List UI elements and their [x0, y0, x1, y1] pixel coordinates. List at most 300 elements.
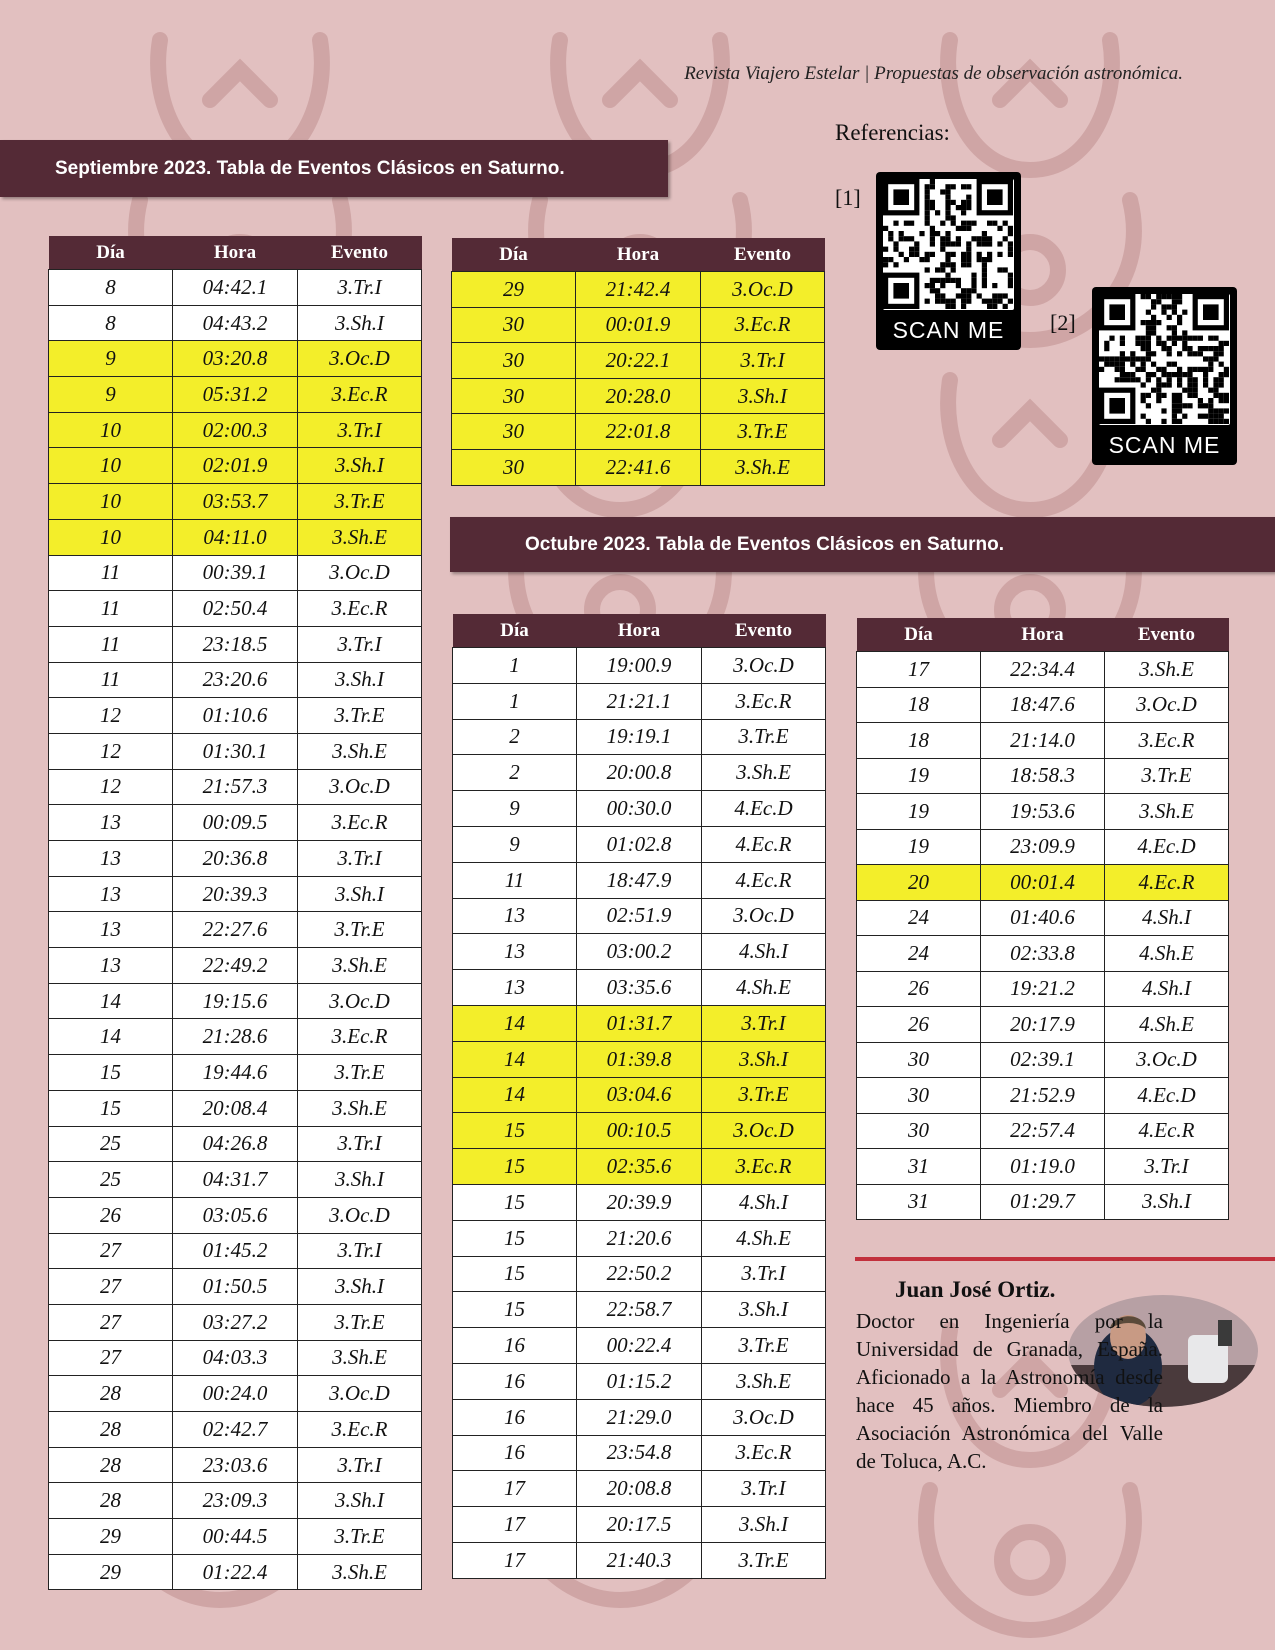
event-cell: 3.Ec.R	[298, 805, 422, 841]
table-row	[452, 307, 825, 343]
day-cell: 18	[857, 723, 981, 759]
time-cell: 04:03.3	[173, 1340, 298, 1376]
day-cell: 17	[453, 1507, 577, 1543]
table-row	[453, 719, 826, 755]
table-row	[49, 1447, 422, 1483]
day-cell: 15	[453, 1292, 577, 1328]
day-cell: 17	[857, 652, 981, 688]
event-cell: 3.Sh.I	[702, 1292, 826, 1328]
time-cell: 03:05.6	[173, 1197, 298, 1233]
event-cell: 3.Oc.D	[298, 983, 422, 1019]
day-cell: 15	[453, 1184, 577, 1220]
event-cell: 3.Sh.I	[702, 1507, 826, 1543]
references-label: Referencias:	[835, 120, 950, 145]
day-cell: 9	[453, 791, 577, 827]
table-row	[857, 723, 1229, 759]
day-cell: 30	[452, 378, 576, 414]
event-cell: 3.Oc.D	[702, 648, 826, 684]
event-cell: 3.Tr.I	[298, 1126, 422, 1162]
table-row	[452, 272, 825, 308]
day-cell: 11	[49, 591, 173, 627]
day-cell: 27	[49, 1233, 173, 1269]
event-cell: 3.Tr.I	[702, 1256, 826, 1292]
october-table-1	[452, 614, 826, 1579]
event-cell: 3.Tr.E	[298, 912, 422, 948]
day-cell: 30	[452, 414, 576, 450]
event-cell: 4.Ec.R	[1105, 1113, 1229, 1149]
time-cell: 00:39.1	[173, 555, 298, 591]
event-cell: 3.Tr.E	[702, 1077, 826, 1113]
event-cell: 3.Oc.D	[298, 555, 422, 591]
day-cell: 2	[453, 755, 577, 791]
day-cell: 11	[49, 662, 173, 698]
day-cell: 16	[453, 1435, 577, 1471]
time-cell: 20:17.9	[981, 1007, 1105, 1043]
time-cell: 02:39.1	[981, 1042, 1105, 1078]
time-cell: 21:21.1	[577, 683, 702, 719]
day-cell: 28	[49, 1447, 173, 1483]
time-cell: 20:28.0	[576, 378, 701, 414]
table-row	[857, 687, 1229, 723]
event-cell: 4.Ec.D	[1105, 1078, 1229, 1114]
event-cell: 3.Tr.E	[702, 719, 826, 755]
event-cell: 3.Ec.R	[1105, 723, 1229, 759]
time-cell: 19:19.1	[577, 719, 702, 755]
day-cell: 25	[49, 1162, 173, 1198]
table-row	[49, 1269, 422, 1305]
table-row	[453, 1435, 826, 1471]
event-cell: 3.Tr.I	[298, 270, 422, 306]
table-row	[857, 1007, 1229, 1043]
table-row	[49, 519, 422, 555]
day-cell: 9	[49, 341, 173, 377]
time-cell: 02:00.3	[173, 412, 298, 448]
day-cell: 10	[49, 484, 173, 520]
day-cell: 16	[453, 1363, 577, 1399]
time-cell: 21:20.6	[577, 1220, 702, 1256]
time-cell: 22:27.6	[173, 912, 298, 948]
event-cell: 3.Sh.E	[702, 1363, 826, 1399]
day-cell: 15	[453, 1256, 577, 1292]
time-cell: 01:10.6	[173, 698, 298, 734]
event-cell: 3.Sh.E	[1105, 652, 1229, 688]
table-row	[49, 555, 422, 591]
event-cell: 3.Ec.R	[298, 1412, 422, 1448]
event-cell: 3.Tr.I	[298, 841, 422, 877]
event-cell: 3.Tr.E	[702, 1328, 826, 1364]
table-row	[49, 448, 422, 484]
table-row	[453, 1542, 826, 1578]
time-cell: 21:42.4	[576, 272, 701, 308]
table-row	[49, 377, 422, 413]
table-row	[49, 341, 422, 377]
author-name: Juan José Ortiz.	[895, 1277, 1056, 1302]
col-header-hora: Hora	[173, 236, 298, 270]
event-cell: 3.Sh.I	[701, 378, 825, 414]
time-cell: 20:22.1	[576, 343, 701, 379]
scan-me-label: SCAN ME	[892, 317, 1005, 343]
table-row	[49, 769, 422, 805]
time-cell: 00:09.5	[173, 805, 298, 841]
time-cell: 03:00.2	[577, 934, 702, 970]
time-cell: 19:15.6	[173, 983, 298, 1019]
day-cell: 14	[49, 1019, 173, 1055]
table-row	[49, 733, 422, 769]
day-cell: 18	[857, 687, 981, 723]
day-cell: 8	[49, 305, 173, 341]
time-cell: 01:29.7	[981, 1184, 1105, 1220]
event-cell: 3.Tr.I	[702, 1471, 826, 1507]
time-cell: 18:58.3	[981, 758, 1105, 794]
september-title-banner	[0, 140, 668, 197]
event-cell: 3.Sh.I	[298, 876, 422, 912]
day-cell: 12	[49, 769, 173, 805]
event-cell: 3.Tr.E	[298, 1304, 422, 1340]
col-header-evento: Evento	[701, 238, 825, 272]
day-cell: 13	[49, 876, 173, 912]
september-title: Septiembre 2023. Tabla de Eventos Clásicos en Saturno.	[55, 157, 565, 179]
day-cell: 19	[857, 829, 981, 865]
day-cell: 1	[453, 648, 577, 684]
day-cell: 13	[453, 898, 577, 934]
table-row	[453, 1363, 826, 1399]
event-cell: 3.Tr.E	[298, 698, 422, 734]
event-cell: 3.Sh.E	[298, 733, 422, 769]
day-cell: 28	[49, 1412, 173, 1448]
table-row	[49, 1197, 422, 1233]
qr-code-icon	[1099, 294, 1230, 425]
event-cell: 3.Sh.E	[1105, 794, 1229, 830]
day-cell: 26	[49, 1197, 173, 1233]
table-row	[49, 841, 422, 877]
day-cell: 30	[452, 307, 576, 343]
event-cell: 3.Tr.E	[702, 1542, 826, 1578]
day-cell: 13	[453, 970, 577, 1006]
day-cell: 17	[453, 1542, 577, 1578]
table-row	[49, 1483, 422, 1519]
event-cell: 3.Sh.I	[298, 1269, 422, 1305]
event-cell: 3.Oc.D	[702, 1113, 826, 1149]
day-cell: 15	[453, 1149, 577, 1185]
time-cell: 01:45.2	[173, 1233, 298, 1269]
day-cell: 1	[453, 683, 577, 719]
time-cell: 02:35.6	[577, 1149, 702, 1185]
time-cell: 22:01.8	[576, 414, 701, 450]
event-cell: 3.Sh.E	[298, 1554, 422, 1590]
time-cell: 00:44.5	[173, 1519, 298, 1555]
day-cell: 13	[453, 934, 577, 970]
time-cell: 00:01.4	[981, 865, 1105, 901]
event-cell: 3.Oc.D	[298, 1376, 422, 1412]
day-cell: 14	[453, 1005, 577, 1041]
time-cell: 03:04.6	[577, 1077, 702, 1113]
table-row	[857, 865, 1229, 901]
october-title-banner	[450, 517, 1275, 572]
event-cell: 3.Tr.E	[701, 414, 825, 450]
day-cell: 13	[49, 912, 173, 948]
time-cell: 04:11.0	[173, 519, 298, 555]
event-cell: 3.Sh.I	[298, 448, 422, 484]
day-cell: 30	[857, 1113, 981, 1149]
day-cell: 29	[49, 1554, 173, 1590]
table-row	[857, 829, 1229, 865]
time-cell: 02:51.9	[577, 898, 702, 934]
time-cell: 05:31.2	[173, 377, 298, 413]
day-cell: 16	[453, 1399, 577, 1435]
time-cell: 21:57.3	[173, 769, 298, 805]
time-cell: 20:08.8	[577, 1471, 702, 1507]
day-cell: 13	[49, 841, 173, 877]
day-cell: 15	[453, 1113, 577, 1149]
day-cell: 24	[857, 936, 981, 972]
event-cell: 4.Ec.R	[1105, 865, 1229, 901]
table-row	[453, 1005, 826, 1041]
event-cell: 3.Sh.E	[298, 1090, 422, 1126]
event-cell: 3.Sh.I	[298, 305, 422, 341]
table-row	[49, 876, 422, 912]
qr-code-icon	[883, 179, 1014, 310]
event-cell: 3.Oc.D	[701, 272, 825, 308]
day-cell: 30	[452, 449, 576, 485]
day-cell: 14	[453, 1077, 577, 1113]
time-cell: 04:43.2	[173, 305, 298, 341]
col-header-evento: Evento	[298, 236, 422, 270]
table-row	[49, 805, 422, 841]
table-row	[453, 683, 826, 719]
day-cell: 13	[49, 948, 173, 984]
event-cell: 3.Sh.I	[298, 1483, 422, 1519]
time-cell: 00:10.5	[577, 1113, 702, 1149]
day-cell: 27	[49, 1304, 173, 1340]
time-cell: 21:52.9	[981, 1078, 1105, 1114]
table-row	[49, 1019, 422, 1055]
table-row	[453, 1041, 826, 1077]
table-row	[452, 449, 825, 485]
time-cell: 19:21.2	[981, 971, 1105, 1007]
time-cell: 00:30.0	[577, 791, 702, 827]
col-header-evento: Evento	[1105, 618, 1229, 652]
table-row	[49, 1162, 422, 1198]
time-cell: 20:00.8	[577, 755, 702, 791]
time-cell: 20:08.4	[173, 1090, 298, 1126]
day-cell: 29	[452, 272, 576, 308]
time-cell: 18:47.6	[981, 687, 1105, 723]
day-cell: 11	[49, 555, 173, 591]
time-cell: 01:31.7	[577, 1005, 702, 1041]
table-row	[453, 1399, 826, 1435]
time-cell: 22:50.2	[577, 1256, 702, 1292]
time-cell: 22:57.4	[981, 1113, 1105, 1149]
event-cell: 3.Oc.D	[702, 1399, 826, 1435]
event-cell: 4.Sh.I	[702, 934, 826, 970]
day-cell: 9	[453, 826, 577, 862]
magazine-header: Revista Viajero Estelar | Propuestas de observación astronómica.	[684, 63, 1183, 84]
event-cell: 3.Oc.D	[702, 898, 826, 934]
event-cell: 3.Ec.R	[701, 307, 825, 343]
time-cell: 03:27.2	[173, 1304, 298, 1340]
event-cell: 4.Sh.I	[1105, 971, 1229, 1007]
event-cell: 4.Ec.D	[702, 791, 826, 827]
day-cell: 8	[49, 270, 173, 306]
time-cell: 01:40.6	[981, 900, 1105, 936]
day-cell: 29	[49, 1519, 173, 1555]
october-title: Octubre 2023. Tabla de Eventos Clásicos en Saturno.	[525, 533, 1005, 555]
day-cell: 16	[453, 1328, 577, 1364]
time-cell: 19:44.6	[173, 1055, 298, 1091]
table-row	[453, 1113, 826, 1149]
event-cell: 4.Sh.E	[1105, 936, 1229, 972]
table-row	[453, 1149, 826, 1185]
event-cell: 3.Sh.E	[298, 519, 422, 555]
day-cell: 30	[857, 1078, 981, 1114]
day-cell: 28	[49, 1376, 173, 1412]
day-cell: 10	[49, 519, 173, 555]
table-row	[49, 1233, 422, 1269]
event-cell: 4.Sh.E	[1105, 1007, 1229, 1043]
table-row	[49, 270, 422, 306]
table-row	[49, 1055, 422, 1091]
event-cell: 3.Tr.E	[298, 484, 422, 520]
table-row	[49, 1376, 422, 1412]
event-cell: 3.Sh.E	[298, 1340, 422, 1376]
time-cell: 20:39.9	[577, 1184, 702, 1220]
reference-number-1: [1]	[835, 185, 861, 210]
time-cell: 02:33.8	[981, 936, 1105, 972]
table-row	[49, 305, 422, 341]
event-cell: 4.Ec.R	[702, 862, 826, 898]
event-cell: 4.Sh.I	[1105, 900, 1229, 936]
time-cell: 23:20.6	[173, 662, 298, 698]
day-cell: 11	[49, 626, 173, 662]
col-header-hora: Hora	[577, 614, 702, 648]
event-cell: 4.Ec.D	[1105, 829, 1229, 865]
time-cell: 01:22.4	[173, 1554, 298, 1590]
time-cell: 04:26.8	[173, 1126, 298, 1162]
october-table-2	[856, 618, 1229, 1220]
table-row	[453, 755, 826, 791]
col-header-hora: Hora	[981, 618, 1105, 652]
event-cell: 3.Ec.R	[298, 377, 422, 413]
time-cell: 23:54.8	[577, 1435, 702, 1471]
table-row	[453, 1507, 826, 1543]
table-row	[453, 1328, 826, 1364]
time-cell: 00:01.9	[576, 307, 701, 343]
time-cell: 00:22.4	[577, 1328, 702, 1364]
table-row	[49, 484, 422, 520]
table-row	[857, 936, 1229, 972]
day-cell: 31	[857, 1149, 981, 1185]
table-row	[453, 898, 826, 934]
time-cell: 02:50.4	[173, 591, 298, 627]
time-cell: 20:17.5	[577, 1507, 702, 1543]
event-cell: 3.Oc.D	[298, 769, 422, 805]
table-row	[857, 900, 1229, 936]
table-row	[857, 758, 1229, 794]
col-header-dia: Día	[49, 236, 173, 270]
day-cell: 10	[49, 412, 173, 448]
time-cell: 23:18.5	[173, 626, 298, 662]
day-cell: 24	[857, 900, 981, 936]
table-row	[49, 662, 422, 698]
time-cell: 03:35.6	[577, 970, 702, 1006]
event-cell: 3.Sh.I	[298, 1162, 422, 1198]
time-cell: 22:41.6	[576, 449, 701, 485]
table-row	[49, 1412, 422, 1448]
author-bio: Doctor en Ingeniería por la Universidad de Granada, España. Aficionado a la Astronomía desde hace 45 años. Miembro de la Asociación Astronómica del Valle de Toluca, A.C.	[856, 1309, 1163, 1473]
qr-code-1[interactable]	[876, 172, 1021, 350]
event-cell: 3.Tr.I	[298, 626, 422, 662]
col-header-evento: Evento	[702, 614, 826, 648]
col-header-dia: Día	[453, 614, 577, 648]
time-cell: 01:30.1	[173, 733, 298, 769]
time-cell: 21:28.6	[173, 1019, 298, 1055]
table-row	[49, 412, 422, 448]
event-cell: 3.Tr.I	[702, 1005, 826, 1041]
day-cell: 10	[49, 448, 173, 484]
time-cell: 01:50.5	[173, 1269, 298, 1305]
event-cell: 3.Tr.E	[1105, 758, 1229, 794]
table-row	[453, 934, 826, 970]
event-cell: 3.Ec.R	[702, 1149, 826, 1185]
table-row	[49, 1554, 422, 1590]
table-row	[857, 652, 1229, 688]
day-cell: 19	[857, 794, 981, 830]
table-row	[452, 414, 825, 450]
event-cell: 3.Tr.E	[298, 1519, 422, 1555]
event-cell: 3.Sh.I	[298, 662, 422, 698]
day-cell: 11	[453, 862, 577, 898]
time-cell: 22:58.7	[577, 1292, 702, 1328]
time-cell: 21:14.0	[981, 723, 1105, 759]
qr-code-2[interactable]	[1092, 287, 1237, 465]
time-cell: 04:42.1	[173, 270, 298, 306]
day-cell: 31	[857, 1184, 981, 1220]
day-cell: 27	[49, 1269, 173, 1305]
day-cell: 26	[857, 971, 981, 1007]
event-cell: 3.Ec.R	[298, 591, 422, 627]
event-cell: 3.Sh.E	[298, 948, 422, 984]
day-cell: 19	[857, 758, 981, 794]
time-cell: 18:47.9	[577, 862, 702, 898]
time-cell: 20:39.3	[173, 876, 298, 912]
table-row	[857, 1042, 1229, 1078]
day-cell: 2	[453, 719, 577, 755]
time-cell: 22:34.4	[981, 652, 1105, 688]
col-header-hora: Hora	[576, 238, 701, 272]
time-cell: 19:00.9	[577, 648, 702, 684]
time-cell: 19:53.6	[981, 794, 1105, 830]
time-cell: 01:39.8	[577, 1041, 702, 1077]
event-cell: 3.Tr.I	[298, 412, 422, 448]
table-row	[453, 1077, 826, 1113]
col-header-dia: Día	[452, 238, 576, 272]
table-row	[49, 983, 422, 1019]
day-cell: 14	[49, 983, 173, 1019]
time-cell: 01:02.8	[577, 826, 702, 862]
table-row	[49, 698, 422, 734]
table-row	[49, 948, 422, 984]
event-cell: 4.Sh.I	[702, 1184, 826, 1220]
event-cell: 3.Sh.E	[701, 449, 825, 485]
event-cell: 3.Tr.E	[298, 1055, 422, 1091]
table-row	[49, 912, 422, 948]
day-cell: 9	[49, 377, 173, 413]
day-cell: 20	[857, 865, 981, 901]
table-row	[452, 378, 825, 414]
event-cell: 3.Oc.D	[298, 1197, 422, 1233]
time-cell: 02:42.7	[173, 1412, 298, 1448]
event-cell: 3.Oc.D	[298, 341, 422, 377]
